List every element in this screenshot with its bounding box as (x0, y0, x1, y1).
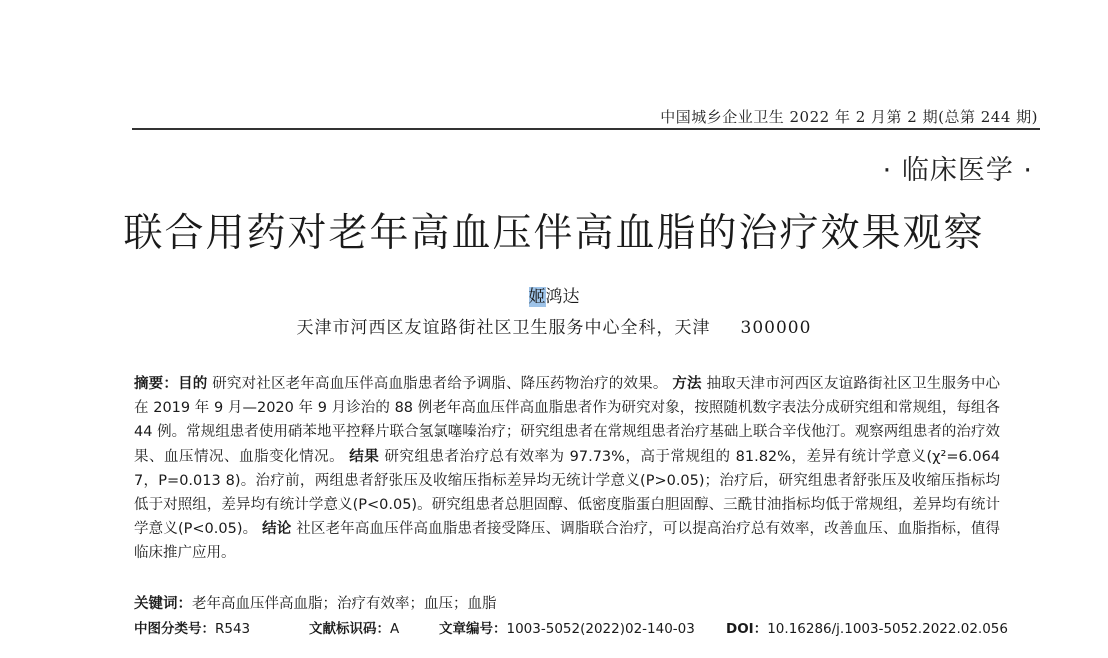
author-given-name: 鸿达 (545, 287, 580, 307)
journal-header: 中国城乡企业卫生 2022 年 2 月第 2 期(总第 244 期) (660, 108, 1038, 126)
author-surname: 姬 (528, 287, 546, 307)
clc-number (134, 617, 250, 637)
abstract-label: 摘要： (134, 376, 179, 392)
doi-value: 10.16286/j.1003-5052.2022.02.056 (767, 621, 1008, 637)
doc-code (309, 617, 399, 637)
affiliation-text: 天津市河西区友谊路街社区卫生服务中心全科，天津 (296, 318, 711, 338)
affiliation-zip: 300000 (740, 318, 812, 338)
header-rule (132, 128, 1040, 130)
keywords-text: 老年高血压伴高血脂；治疗有效率；血压；血脂 (192, 596, 497, 612)
doc-value: A (390, 621, 400, 637)
objective-label: 目的 (178, 376, 208, 392)
result-label: 结果 (349, 448, 380, 465)
article-number (439, 617, 695, 637)
conclusion-label: 结论 (262, 521, 292, 538)
clc-value: R543 (215, 621, 251, 637)
method-label: 方法 (672, 376, 702, 392)
article-value: 1003-5052(2022)02-140-03 (506, 621, 695, 637)
section-label: · 临床医学 · (882, 155, 1033, 186)
abstract (134, 372, 1000, 566)
doi (726, 617, 1008, 637)
doi-label: DOI： (726, 621, 768, 637)
method-text: 抽取天津市河西区友谊路街社区卫生服务中心在 2019 年 9 月—2020 年 9 月诊治的 88 例老年高血压伴高血脂患者作为研究对象，按照随机数字表法分成研究组和常规组，每组各 44 例。常规组患者使用硝苯地平控释片联合氢氯噻嗪治疗；研究组患者在常规组患者治疗基础上联合辛伐他汀。观察两组患者的治疗效果、血压情况、血脂变化情况。 (134, 376, 1001, 465)
article-title: 联合用药对老年高血压伴高血脂的治疗效果观察 (123, 211, 985, 256)
article-label: 文章编号： (439, 621, 507, 637)
conclusion-text: 社区老年高血压伴高血脂患者接受降压、调脂联合治疗，可以提高治疗总有效率，改善血压、血脂指标，值得临床推广应用。 (134, 521, 1001, 562)
keywords-label: 关键词： (134, 596, 192, 612)
affiliation (0, 313, 1108, 338)
result-text: 研究组患者治疗总有效率为 97.73%，高于常规组的 81.82%，差异有统计学意义(χ²=6.064 7，P=0.013 8)。治疗前，两组患者舒张压及收缩压指标差异均无统计学意义(P>0.05)；治疗后，研究组患者舒张压及收缩压指标均低于对照组，差异均有统计学意义(P<0.05)。研究组患者总胆固醇、低密度脂蛋白胆固醇、三酰甘油指标均低于常规组，差异均有统计学意义(P<0.05)。 (134, 448, 1001, 538)
keywords (134, 592, 497, 613)
clc-label: 中图分类号： (134, 621, 215, 637)
author (0, 282, 1108, 307)
objective-text: 研究对社区老年高血压伴高血脂患者给予调脂、降压药物治疗的效果。 (212, 376, 668, 392)
doc-label: 文献标识码： (309, 621, 390, 637)
